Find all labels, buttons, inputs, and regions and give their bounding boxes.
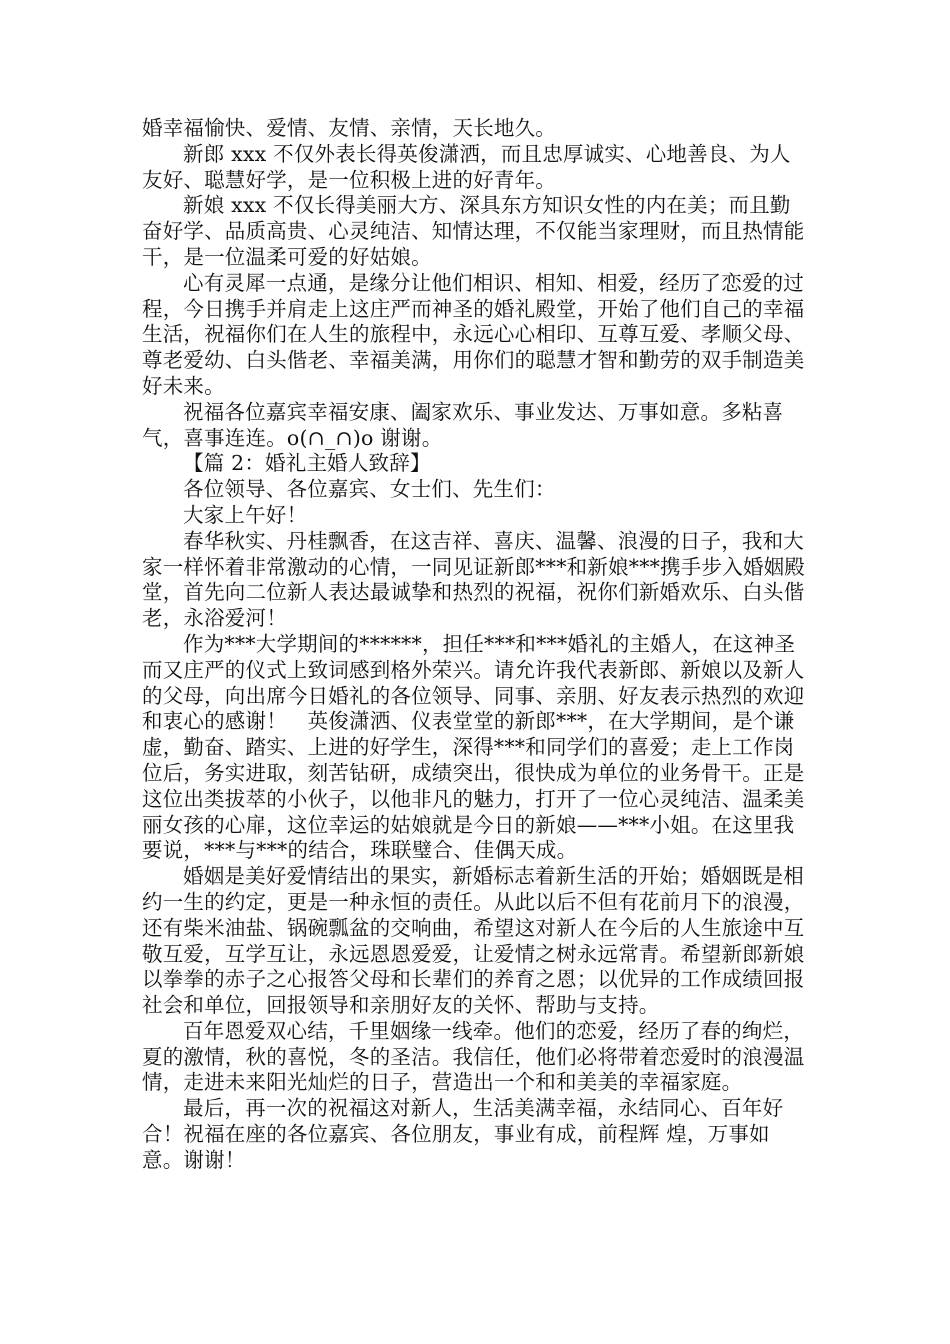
paragraph-bride-intro: 新娘 xxx 不仅长得美丽大方、深具东方知识女性的内在美；而且勤奋好学、品质高贵、心灵纯洁、知情达理，不仅能当家理财，而且热情能干，是一位温柔可爱的好姑娘。 — [142, 193, 805, 269]
section-heading: 【篇 2：婚礼主婚人致辞】 — [183, 451, 431, 476]
paragraph-closing: 最后，再一次的祝福这对新人，生活美满幸福，永结同心、百年好合！祝福在座的各位嘉宾、各位朋友，事业有成，前程辉 煌，万事如意。谢谢！ — [142, 1096, 784, 1172]
paragraph-officiant: 作为***大学期间的******，担任***和***婚礼的主婚人，在这神圣而又庄严的仪式上致词感到格外荣兴。请允许我代表新郎、新娘以及新人的父母，向出席今日婚礼的各位领导、同事、亲朋、好友表示热烈的欢迎和衷心的感谢！ 英俊潇洒、仪表堂堂的新郎***，在大学期间，是个谦虚，勤奋、踏实、上进的好学生，深得***和同学们的喜爱；走上工作岗位后，务实进取，刻苦钻研，成绩突出，很快成为单位的业务骨干。正是这位出类拔萃的小伙子，以他非凡的魅力，打开了一位心灵纯洁、温柔美丽女孩的心扉，这位幸运的姑娘就是今日的新娘——***小姐。在这里我要说，***与***的结合，珠联璧合、佳偶天成。 — [142, 631, 805, 863]
paragraph-guest-blessing: 祝福各位嘉宾幸福安康、阖家欢乐、事业发达、万事如意。多粘喜气，喜事连连。o(∩_∩)o 谢谢。 — [142, 399, 784, 450]
paragraph-greeting: 大家上午好！ — [183, 502, 308, 527]
paragraph-opening: 春华秋实、丹桂飘香，在这吉祥、喜庆、温馨、浪漫的日子，我和大家一样怀着非常激动的心情，一同见证新郎***和新娘***携手步入婚姻殿堂，首先向二位新人表达最诚挚和热烈的祝福，祝你们新婚欢乐、白头偕老，永浴爱河！ — [142, 528, 805, 631]
paragraph-groom-intro: 新郎 xxx 不仅外表长得英俊潇洒，而且忠厚诚实、心地善良、为人友好、聪慧好学，是一位积极上进的好青年。 — [142, 141, 791, 192]
paragraph-marriage: 婚姻是美好爱情结出的果实，新婚标志着新生活的开始；婚姻既是相约一生的约定，更是一种永恒的责任。从此以后不但有花前月下的浪漫，还有柴米油盐、锅碗瓢盆的交响曲，希望这对新人在今后的人生旅途中互敬互爱，互学互让，永远恩恩爱爱，让爱情之树永远常青。希望新郎新娘以拳拳的赤子之心报答父母和长辈们的养育之恩；以优异的工作成绩回报社会和单位，回报领导和亲朋好友的关怀、帮助与支持。 — [142, 864, 805, 1018]
paragraph-salutation: 各位领导、各位嘉宾、女士们、先生们： — [183, 477, 556, 502]
document-page — [142, 116, 810, 1174]
paragraph-continuation: 婚幸福愉快、爱情、友情、亲情，天长地久。 — [142, 116, 556, 140]
paragraph-love: 百年恩爱双心结，千里姻缘一线牵。他们的恋爱，经历了春的绚烂，夏的激情，秋的喜悦，冬的圣洁。我信任，他们必将带着恋爱时的浪漫温情，走进未来阳光灿烂的日子，营造出一个和和美美的幸福家庭。 — [142, 1018, 805, 1095]
paragraph-blessing: 心有灵犀一点通，是缘分让他们相识、相知、相爱，经历了恋爱的过程，今日携手并肩走上这庄严而神圣的婚礼殿堂，开始了他们自己的幸福生活，祝福你们在人生的旅程中，永远心心相印、互尊互爱、孝顺父母、尊老爱幼、白头偕老、幸福美满，用你们的聪慧才智和勤劳的双手制造美好未来。 — [142, 270, 805, 398]
